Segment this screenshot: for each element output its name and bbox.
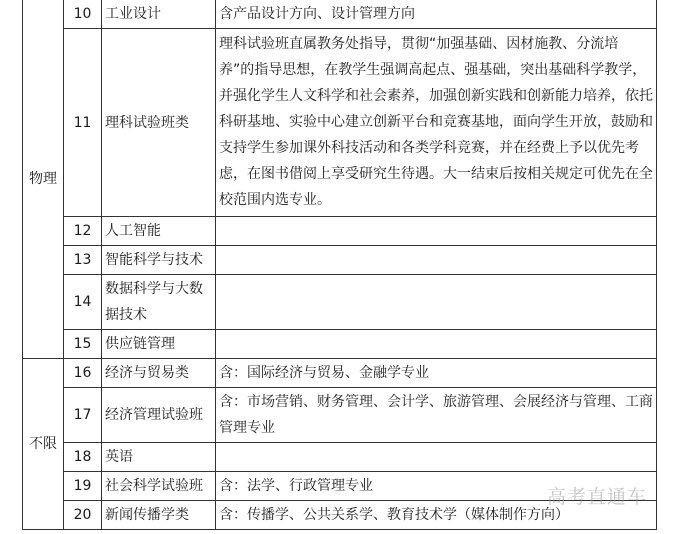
row-number: 19 [64,472,102,501]
major-remark [216,443,657,472]
row-number: 16 [64,359,102,388]
major-name: 工业设计 [102,0,216,29]
major-name: 新闻传播学类 [102,501,216,530]
major-remark: 含：市场营销、财务管理、会计学、旅游管理、会展经济与管理、工商管理专业 [216,388,657,443]
major-remark [216,330,657,359]
row-number: 14 [64,275,102,330]
major-remark: 含：国际经济与贸易、金融学专业 [216,359,657,388]
table-row [23,217,657,246]
category-cell-unlimited: 不限 [23,359,64,530]
row-number: 10 [64,0,102,29]
major-name: 英语 [102,443,216,472]
table-row [23,246,657,275]
table-row [23,275,657,330]
table-row [23,443,657,472]
table-row [23,29,657,217]
major-name: 数据科学与大数据技术 [102,275,216,330]
row-number: 15 [64,330,102,359]
major-remark: 含产品设计方向、设计管理方向 [216,0,657,29]
major-name: 人工智能 [102,217,216,246]
major-name: 经济管理试验班 [102,388,216,443]
major-name: 理科试验班类 [102,29,216,217]
table-row [23,359,657,388]
table-row [23,388,657,443]
row-number: 20 [64,501,102,530]
table-row [23,330,657,359]
major-remark: 理科试验班直属教务处指导，贯彻“加强基础、因材施教、分流培养”的指导思想，在教学生强调高起点、强基础，突出基础科学教学，并强化学生人文科学和社会素养，加强创新实践和创新能力培养，依托科研基地、实验中心建立创新平台和竞赛基地，面向学生开放，鼓励和支持学生参加课外科技活动和各类学科竞赛，并在经费上予以优先考虑，在图书借阅上享受研究生待遇。大一结束后按相关规定可优先在全校范围内选专业。 [216,29,657,217]
major-remark: 含：传播学、公共关系学、教育技术学（媒体制作方向） [216,501,657,530]
row-number: 12 [64,217,102,246]
major-remark [216,246,657,275]
watermark: 高考直通车 [547,486,648,508]
row-number: 17 [64,388,102,443]
table-row [23,0,657,29]
major-name: 经济与贸易类 [102,359,216,388]
row-number: 11 [64,29,102,217]
row-number: 18 [64,443,102,472]
major-name: 智能科学与技术 [102,246,216,275]
major-name: 供应链管理 [102,330,216,359]
major-remark [216,275,657,330]
major-remark: 含：法学、行政管理专业 [216,472,657,501]
major-remark [216,217,657,246]
majors-table [22,0,657,530]
category-cell-physics: 物理 [23,0,64,359]
row-number: 13 [64,246,102,275]
major-name: 社会科学试验班 [102,472,216,501]
